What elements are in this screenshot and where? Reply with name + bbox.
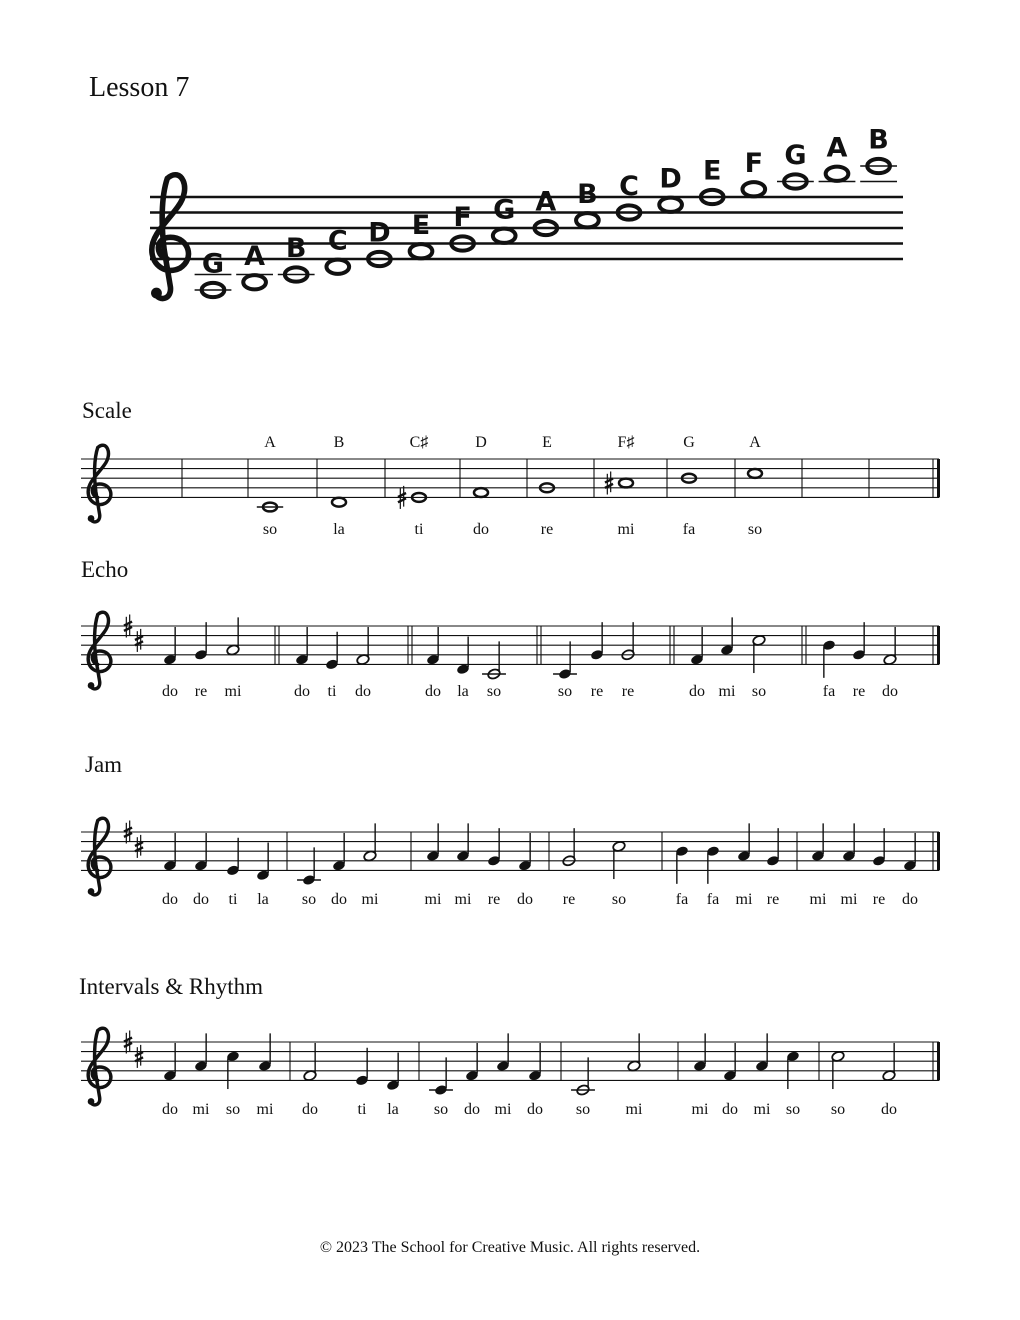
clef-dot <box>88 1098 95 1105</box>
final-barline <box>937 832 940 870</box>
solfege-syllable: re <box>487 891 501 908</box>
solfege-syllable: do <box>689 683 705 700</box>
solfege-syllable: mi <box>424 891 442 908</box>
solfege-syllable: do <box>425 683 441 700</box>
solfege-syllable: so <box>575 1101 591 1118</box>
scale-note-name: B <box>333 434 345 451</box>
reference-whole-note <box>576 213 599 227</box>
solfege-syllable: do <box>162 1101 178 1118</box>
reference-staff <box>0 124 1020 330</box>
scale-whole-note <box>332 498 346 507</box>
solfege-syllable: re <box>194 683 208 700</box>
solfege-syllable: mi <box>809 891 827 908</box>
solfege-syllable: so <box>611 891 627 908</box>
solfege-syllable: mi <box>256 1101 274 1118</box>
key-sharp-c-icon <box>135 835 143 858</box>
reference-note-name: A <box>244 240 266 272</box>
scale-note-name: F♯ <box>617 434 635 451</box>
solfege-syllable: do <box>162 683 178 700</box>
solfege-syllable: re <box>766 891 780 908</box>
solfege-syllable: do <box>193 891 209 908</box>
solfege-syllable: mi <box>224 683 242 700</box>
solfege-syllable: so <box>225 1101 241 1118</box>
accidental-sharp-icon <box>605 471 613 494</box>
solfege-syllable: fa <box>682 521 696 538</box>
reference-whole-note <box>493 229 516 243</box>
solfege-syllable: do <box>355 683 371 700</box>
reference-note-name: B <box>285 233 307 264</box>
solfege-syllable: do <box>473 521 489 538</box>
final-barline <box>937 626 940 664</box>
clef-dot <box>88 515 95 522</box>
reference-whole-note <box>659 198 682 212</box>
solfege-syllable: ti <box>228 891 238 908</box>
intervals-rhythm-staff <box>0 1016 1020 1126</box>
solfege-syllable: so <box>486 683 502 700</box>
solfege-syllable: mi <box>735 891 753 908</box>
treble-clef-icon <box>151 175 188 299</box>
solfege-syllable: do <box>881 1101 897 1118</box>
solfege-syllable: do <box>882 683 898 700</box>
solfege-syllable: so <box>557 683 573 700</box>
solfege-syllable: do <box>722 1101 738 1118</box>
scale-whole-note <box>474 488 488 497</box>
reference-note-name: D <box>368 217 391 249</box>
solfege-syllable: la <box>257 891 269 908</box>
solfege-syllable: do <box>162 891 178 908</box>
solfege-syllable: so <box>301 891 317 908</box>
solfege-syllable: re <box>621 683 635 700</box>
solfege-syllable: mi <box>753 1101 771 1118</box>
scale-whole-note <box>619 479 633 488</box>
echo-staff <box>0 600 1020 710</box>
solfege-syllable: do <box>517 891 533 908</box>
reference-whole-note <box>826 167 849 181</box>
reference-whole-note <box>243 275 266 289</box>
solfege-syllable: re <box>590 683 604 700</box>
scale-note-name: E <box>542 434 552 451</box>
scale-note-name: G <box>683 434 695 451</box>
reference-note-name: F <box>453 202 472 233</box>
reference-note-name: C <box>327 225 348 257</box>
solfege-syllable: la <box>333 521 345 538</box>
clef-dot <box>88 888 95 895</box>
section-title-echo: Echo <box>81 557 129 582</box>
reference-note-name: E <box>411 209 431 241</box>
treble-clef-icon <box>88 1028 111 1105</box>
solfege-syllable: fa <box>706 891 720 908</box>
solfege-syllable: mi <box>718 683 736 700</box>
solfege-syllable: re <box>852 683 866 700</box>
solfege-syllable: ti <box>327 683 337 700</box>
solfege-syllable: mi <box>840 891 858 908</box>
solfege-syllable: la <box>457 683 469 700</box>
solfege-syllable: so <box>433 1101 449 1118</box>
scale-note-name: A <box>749 434 761 451</box>
reference-note-name: D <box>659 163 682 195</box>
solfege-syllable: mi <box>625 1101 643 1118</box>
final-barline <box>937 1042 940 1080</box>
solfege-syllable: mi <box>361 891 379 908</box>
treble-clef-icon <box>88 818 111 895</box>
solfege-syllable: re <box>562 891 576 908</box>
reference-note-name: B <box>577 178 598 210</box>
lesson-title: Lesson 7 <box>89 72 190 103</box>
solfege-syllable: mi <box>617 521 635 538</box>
scale-note-name: C♯ <box>409 434 429 451</box>
solfege-syllable: fa <box>822 683 836 700</box>
solfege-syllable: mi <box>494 1101 512 1118</box>
reference-note-name: C <box>619 171 639 202</box>
solfege-syllable: re <box>872 891 886 908</box>
solfege-syllable: so <box>785 1101 801 1118</box>
copyright-footer: © 2023 The School for Creative Music. All rights reserved. <box>319 1239 701 1256</box>
scale-whole-note <box>748 469 762 478</box>
section-title-scale: Scale <box>82 398 132 423</box>
reference-note-name: E <box>702 155 722 187</box>
solfege-syllable: so <box>830 1101 846 1118</box>
reference-note-name: F <box>744 147 764 179</box>
reference-note-name: A <box>535 186 557 218</box>
solfege-syllable: la <box>387 1101 399 1118</box>
key-sharp-c-icon <box>135 629 143 652</box>
reference-note-name: G <box>493 194 516 226</box>
clef-dot <box>151 288 162 299</box>
section-title-jam: Jam <box>85 752 123 777</box>
solfege-syllable: do <box>902 891 918 908</box>
key-sharp-c-icon <box>135 1045 143 1068</box>
treble-clef-icon <box>88 612 111 689</box>
solfege-syllable: mi <box>192 1101 210 1118</box>
solfege-syllable: do <box>302 1101 318 1118</box>
reference-note-name: G <box>784 140 807 171</box>
reference-whole-note <box>742 182 765 196</box>
reference-note-name: B <box>868 124 889 156</box>
solfege-syllable: do <box>331 891 347 908</box>
reference-whole-note <box>410 244 433 258</box>
solfege-syllable: ti <box>414 521 424 538</box>
solfege-syllable: do <box>294 683 310 700</box>
solfege-syllable: ti <box>357 1101 367 1118</box>
reference-whole-note <box>326 260 349 274</box>
solfege-syllable: so <box>262 521 278 538</box>
treble-clef-icon <box>88 445 111 522</box>
scale-note-name: D <box>475 434 487 451</box>
scale-note-name: A <box>264 434 276 451</box>
solfege-syllable: re <box>540 521 554 538</box>
reference-note-name: G <box>201 248 225 280</box>
scale-staff <box>0 428 1020 548</box>
solfege-syllable: do <box>527 1101 543 1118</box>
section-title-intervals-rhythm: Intervals & Rhythm <box>79 974 263 999</box>
solfege-syllable: do <box>464 1101 480 1118</box>
jam-staff <box>0 806 1020 916</box>
final-barline <box>937 459 940 497</box>
solfege-syllable: so <box>751 683 767 700</box>
clef-dot <box>88 682 95 689</box>
solfege-syllable: mi <box>691 1101 709 1118</box>
solfege-syllable: mi <box>454 891 472 908</box>
solfege-syllable: so <box>747 521 763 538</box>
solfege-syllable: fa <box>675 891 689 908</box>
reference-note-name: A <box>826 132 848 164</box>
